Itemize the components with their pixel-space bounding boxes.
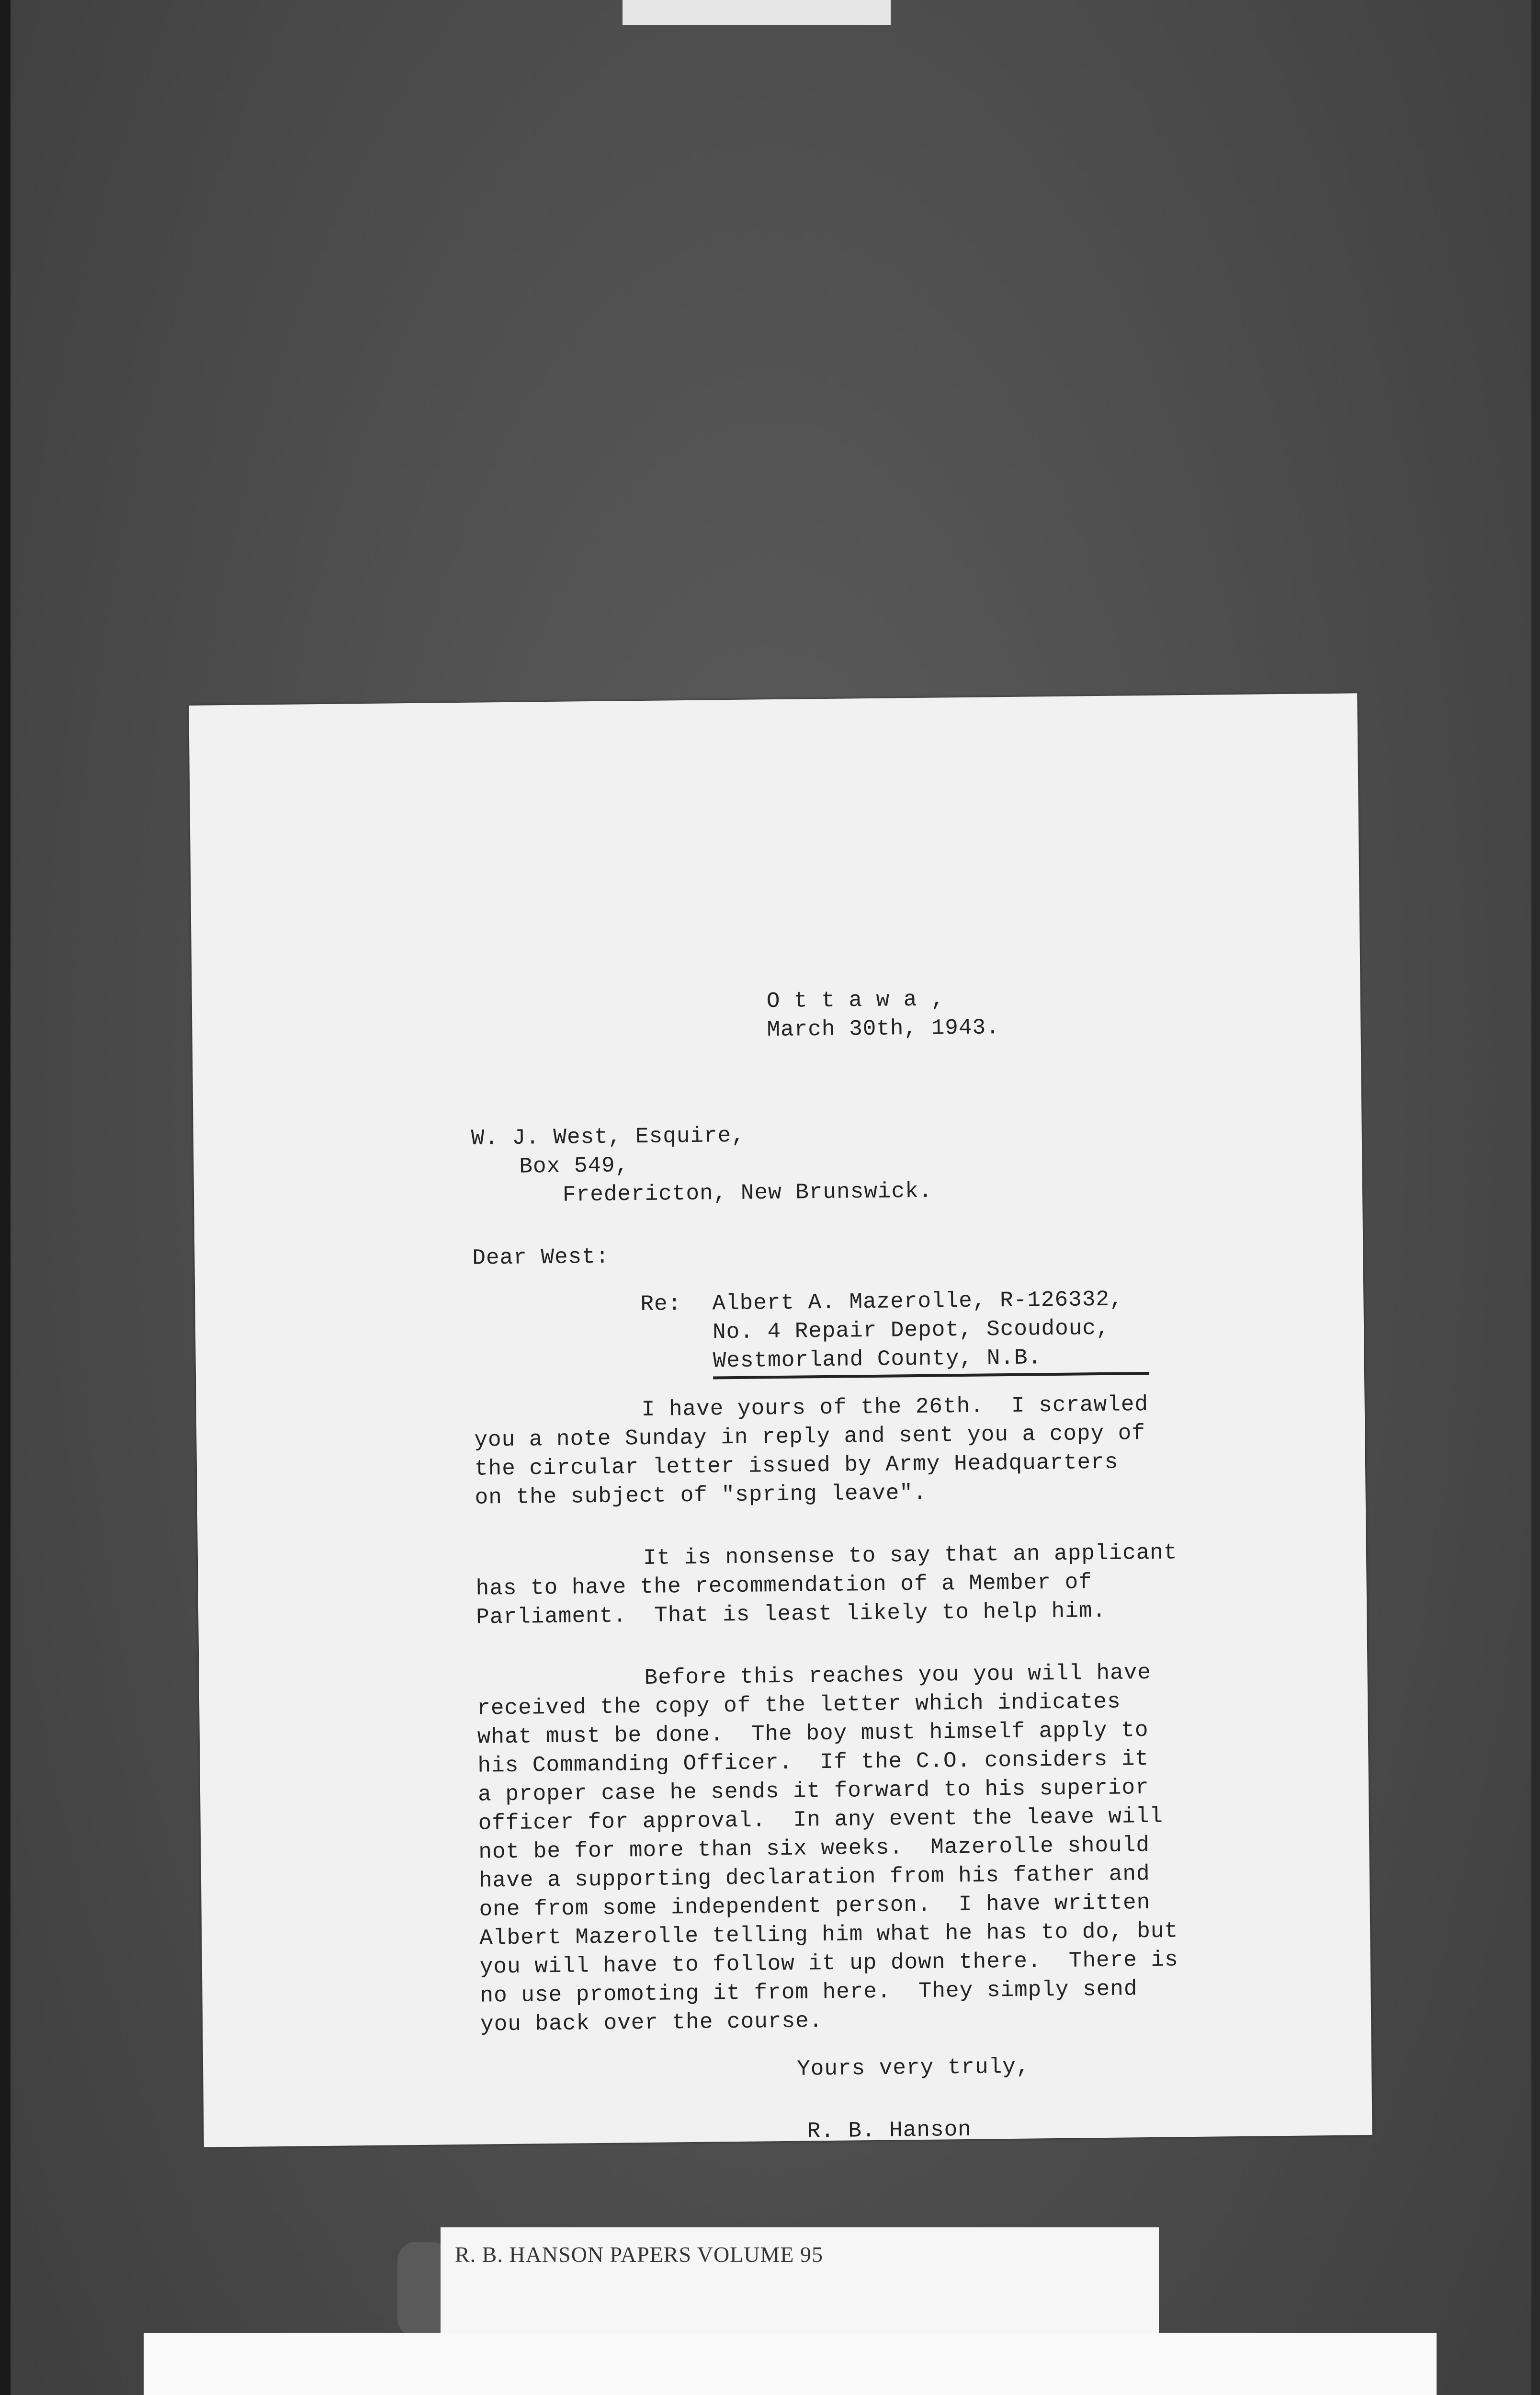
re-label: Re:	[640, 1291, 682, 1317]
p3-line-5: a proper case he sends it forward to his superior	[477, 1775, 1149, 1807]
re-line-3: Westmorland County, N.B.	[713, 1345, 1042, 1374]
recipient-box: Box 549,	[519, 1153, 629, 1179]
p3-line-6: officer for approval. In any event the leave will	[478, 1803, 1164, 1836]
p3-line-7: not be for more than six weeks. Mazerolle should	[478, 1832, 1150, 1865]
signature: R. B. Hanson	[807, 2117, 972, 2144]
re-line-1: Albert A. Mazerolle, R-126332,	[712, 1287, 1123, 1316]
p1-line-1: I have yours of the 26th. I scrawled	[641, 1391, 1149, 1423]
letter-page	[189, 693, 1372, 2147]
volume-label-card	[441, 2227, 1159, 2338]
p3-line-11: you will have to follow it up down there. There is	[479, 1947, 1178, 1980]
p3-line-1: Before this reaches you you will have	[644, 1660, 1152, 1691]
letter-date: March 30th, 1943.	[767, 1015, 1000, 1043]
p2-line-1: It is nonsense to say that an applicant	[643, 1540, 1178, 1571]
p3-line-12: no use promoting it from here. They simply send	[480, 1976, 1138, 2008]
p3-line-13: you back over the course.	[480, 2008, 823, 2037]
letter-place: O t t a w a ,	[766, 987, 945, 1014]
p3-line-2: received the copy of the letter which indicates	[476, 1689, 1121, 1721]
p3-line-10: Albert Mazerolle telling him what he has to do, but	[479, 1918, 1178, 1951]
p1-line-3: the circular letter issued by Army Headquarters	[474, 1449, 1119, 1482]
film-edge-right	[1531, 0, 1540, 2395]
re-line-2: No. 4 Repair Depot, Scoudouc,	[712, 1315, 1110, 1345]
closing: Yours very truly,	[796, 2054, 1030, 2082]
archives-plate	[144, 2333, 1437, 2395]
p3-line-8: have a supporting declaration from his father and	[478, 1861, 1150, 1893]
p3-line-3: what must be done. The boy must himself apply to	[477, 1717, 1149, 1750]
p1-line-2: you a note Sunday in reply and sent you a copy of	[474, 1421, 1146, 1453]
recipient-city: Fredericton, New Brunswick.	[562, 1178, 933, 1208]
top-label-tab	[623, 0, 891, 25]
recipient-name: W. J. West, Esquire,	[471, 1123, 746, 1151]
p3-line-4: his Commanding Officer. If the C.O. considers it	[477, 1746, 1149, 1779]
p3-line-9: one from some independent person. I have written	[479, 1890, 1151, 1922]
film-edge-left	[0, 0, 11, 2395]
salutation: Dear West:	[472, 1244, 610, 1271]
p2-line-3: Parliament. That is least likely to help him.	[476, 1598, 1107, 1630]
p1-line-4: on the subject of "spring leave".	[475, 1480, 927, 1510]
volume-label-text: R. B. HANSON PAPERS VOLUME 95	[455, 2242, 823, 2267]
p2-line-2: has to have the recommendation of a Member of	[476, 1570, 1093, 1601]
